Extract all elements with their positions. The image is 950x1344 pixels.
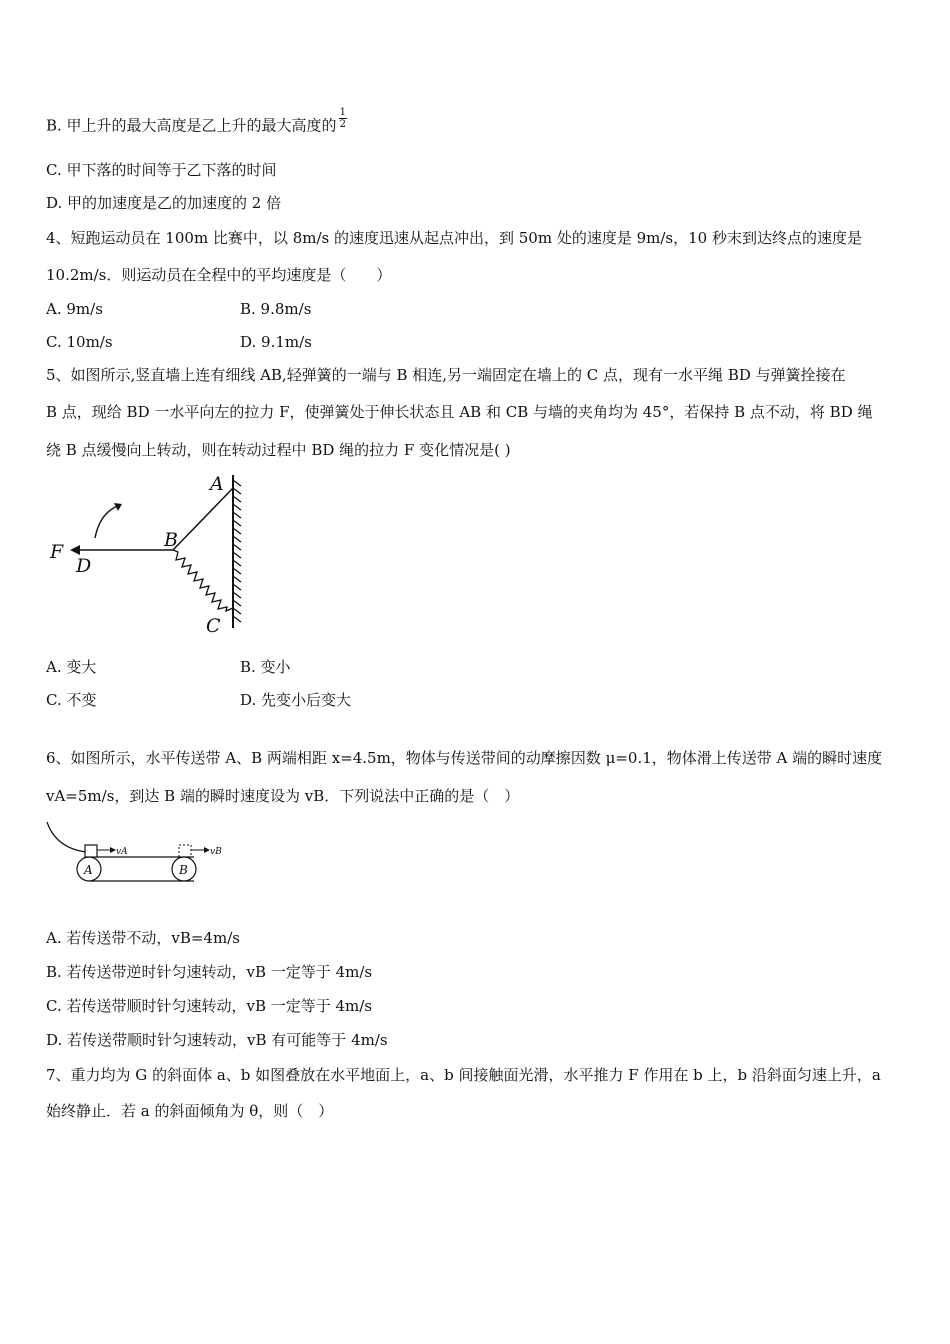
label-vb: vB: [210, 847, 222, 857]
block-at-b: [179, 845, 191, 857]
q4-stem-line-1: 4、短跑运动员在 100m 比赛中，以 8m/s 的速度迅速从起点冲出，到 50m 处的速度是 9m/s，10 秒末到达终点的速度是: [46, 229, 862, 247]
q7-stem-line-2: 始终静止．若 a 的斜面倾角为 θ，则（ ）: [46, 1102, 334, 1120]
q6-stem-line-2: vA=5m/s，到达 B 端的瞬时速度设为 vB．下列说法中正确的是（ ）: [46, 787, 520, 805]
q3-option-d: D. 甲的加速度是乙的加速度的 2 倍: [46, 194, 282, 212]
q3-option-b: [46, 107, 347, 138]
q5-option-d: D. 先变小后变大: [240, 691, 352, 709]
q4-option-a: A. 9m/s: [46, 300, 103, 318]
string-ab: [173, 488, 233, 550]
label-f: F: [50, 541, 64, 563]
q5-option-c: C. 不变: [46, 691, 97, 709]
fraction-numerator: 1: [339, 107, 346, 118]
label-c: C: [206, 615, 221, 637]
q6-option-b: B. 若传送带逆时针匀速转动，vB 一定等于 4m/s: [46, 963, 373, 981]
q6-stem-line-1: 6、如图所示，水平传送带 A、B 两端相距 x=4.5m，物体与传送带间的动摩擦因数 μ=0.1，物体滑上传送带 A 端的瞬时速度: [46, 749, 883, 767]
label-pulley-b: B: [179, 863, 188, 877]
q6-conveyor-diagram: [44, 820, 234, 890]
q5-stem-line-3: 绕 B 点缓慢向上转动，则在转动过程中 BD 绳的拉力 F 变化情况是( ): [46, 441, 511, 459]
q3-option-b-text: B. 甲上升的最大高度是乙上升的最大高度的: [46, 116, 337, 135]
q4-stem-line-2: 10.2m/s．则运动员在全程中的平均速度是（ ）: [46, 266, 392, 284]
force-arrow-head: [70, 545, 80, 555]
q4-option-d: D. 9.1m/s: [240, 333, 312, 351]
spring-bc: [173, 550, 233, 611]
label-a: A: [210, 473, 224, 495]
q5-force-diagram: [40, 470, 260, 640]
q4-option-b: B. 9.8m/s: [240, 300, 312, 318]
q6-option-d: D. 若传送带顺时针匀速转动，vB 有可能等于 4m/s: [46, 1031, 388, 1049]
q4-option-c: C. 10m/s: [46, 333, 113, 351]
q7-stem-line-1: 7、重力均为 G 的斜面体 a、b 如图叠放在水平地面上，a、b 间接触面光滑，水平推力 F 作用在 b 上，b 沿斜面匀速上升，a: [46, 1066, 881, 1084]
fraction-denominator: 2: [339, 119, 346, 130]
q3-option-c: C. 甲下落的时间等于乙下落的时间: [46, 161, 277, 179]
label-d: D: [76, 555, 92, 577]
q6-option-a: A. 若传送带不动，vB=4m/s: [46, 929, 240, 947]
q5-stem-line-2: B 点，现给 BD 一水平向左的拉力 F，使弹簧处于伸长状态且 AB 和 CB 与墙的夹角均为 45°，若保持 B 点不动，将 BD 绳: [46, 403, 873, 421]
q5-stem-line-1: 5、如图所示,竖直墙上连有细线 AB,轻弹簧的一端与 B 相连,另一端固定在墙上的 C 点，现有一水平绳 BD 与弹簧拴接在: [46, 366, 846, 384]
ramp-curve: [47, 822, 86, 852]
block-at-a: [85, 845, 97, 857]
q3-option-b-fraction: [339, 107, 347, 130]
label-pulley-a: A: [84, 863, 93, 877]
q6-option-c: C. 若传送带顺时针匀速转动，vB 一定等于 4m/s: [46, 997, 373, 1015]
label-b: B: [164, 529, 178, 551]
q5-option-a: A. 变大: [46, 658, 97, 676]
label-va: vA: [116, 847, 128, 857]
q5-option-b: B. 变小: [240, 658, 291, 676]
wall-hatching: [233, 480, 241, 622]
rotation-arrow: [95, 505, 120, 538]
